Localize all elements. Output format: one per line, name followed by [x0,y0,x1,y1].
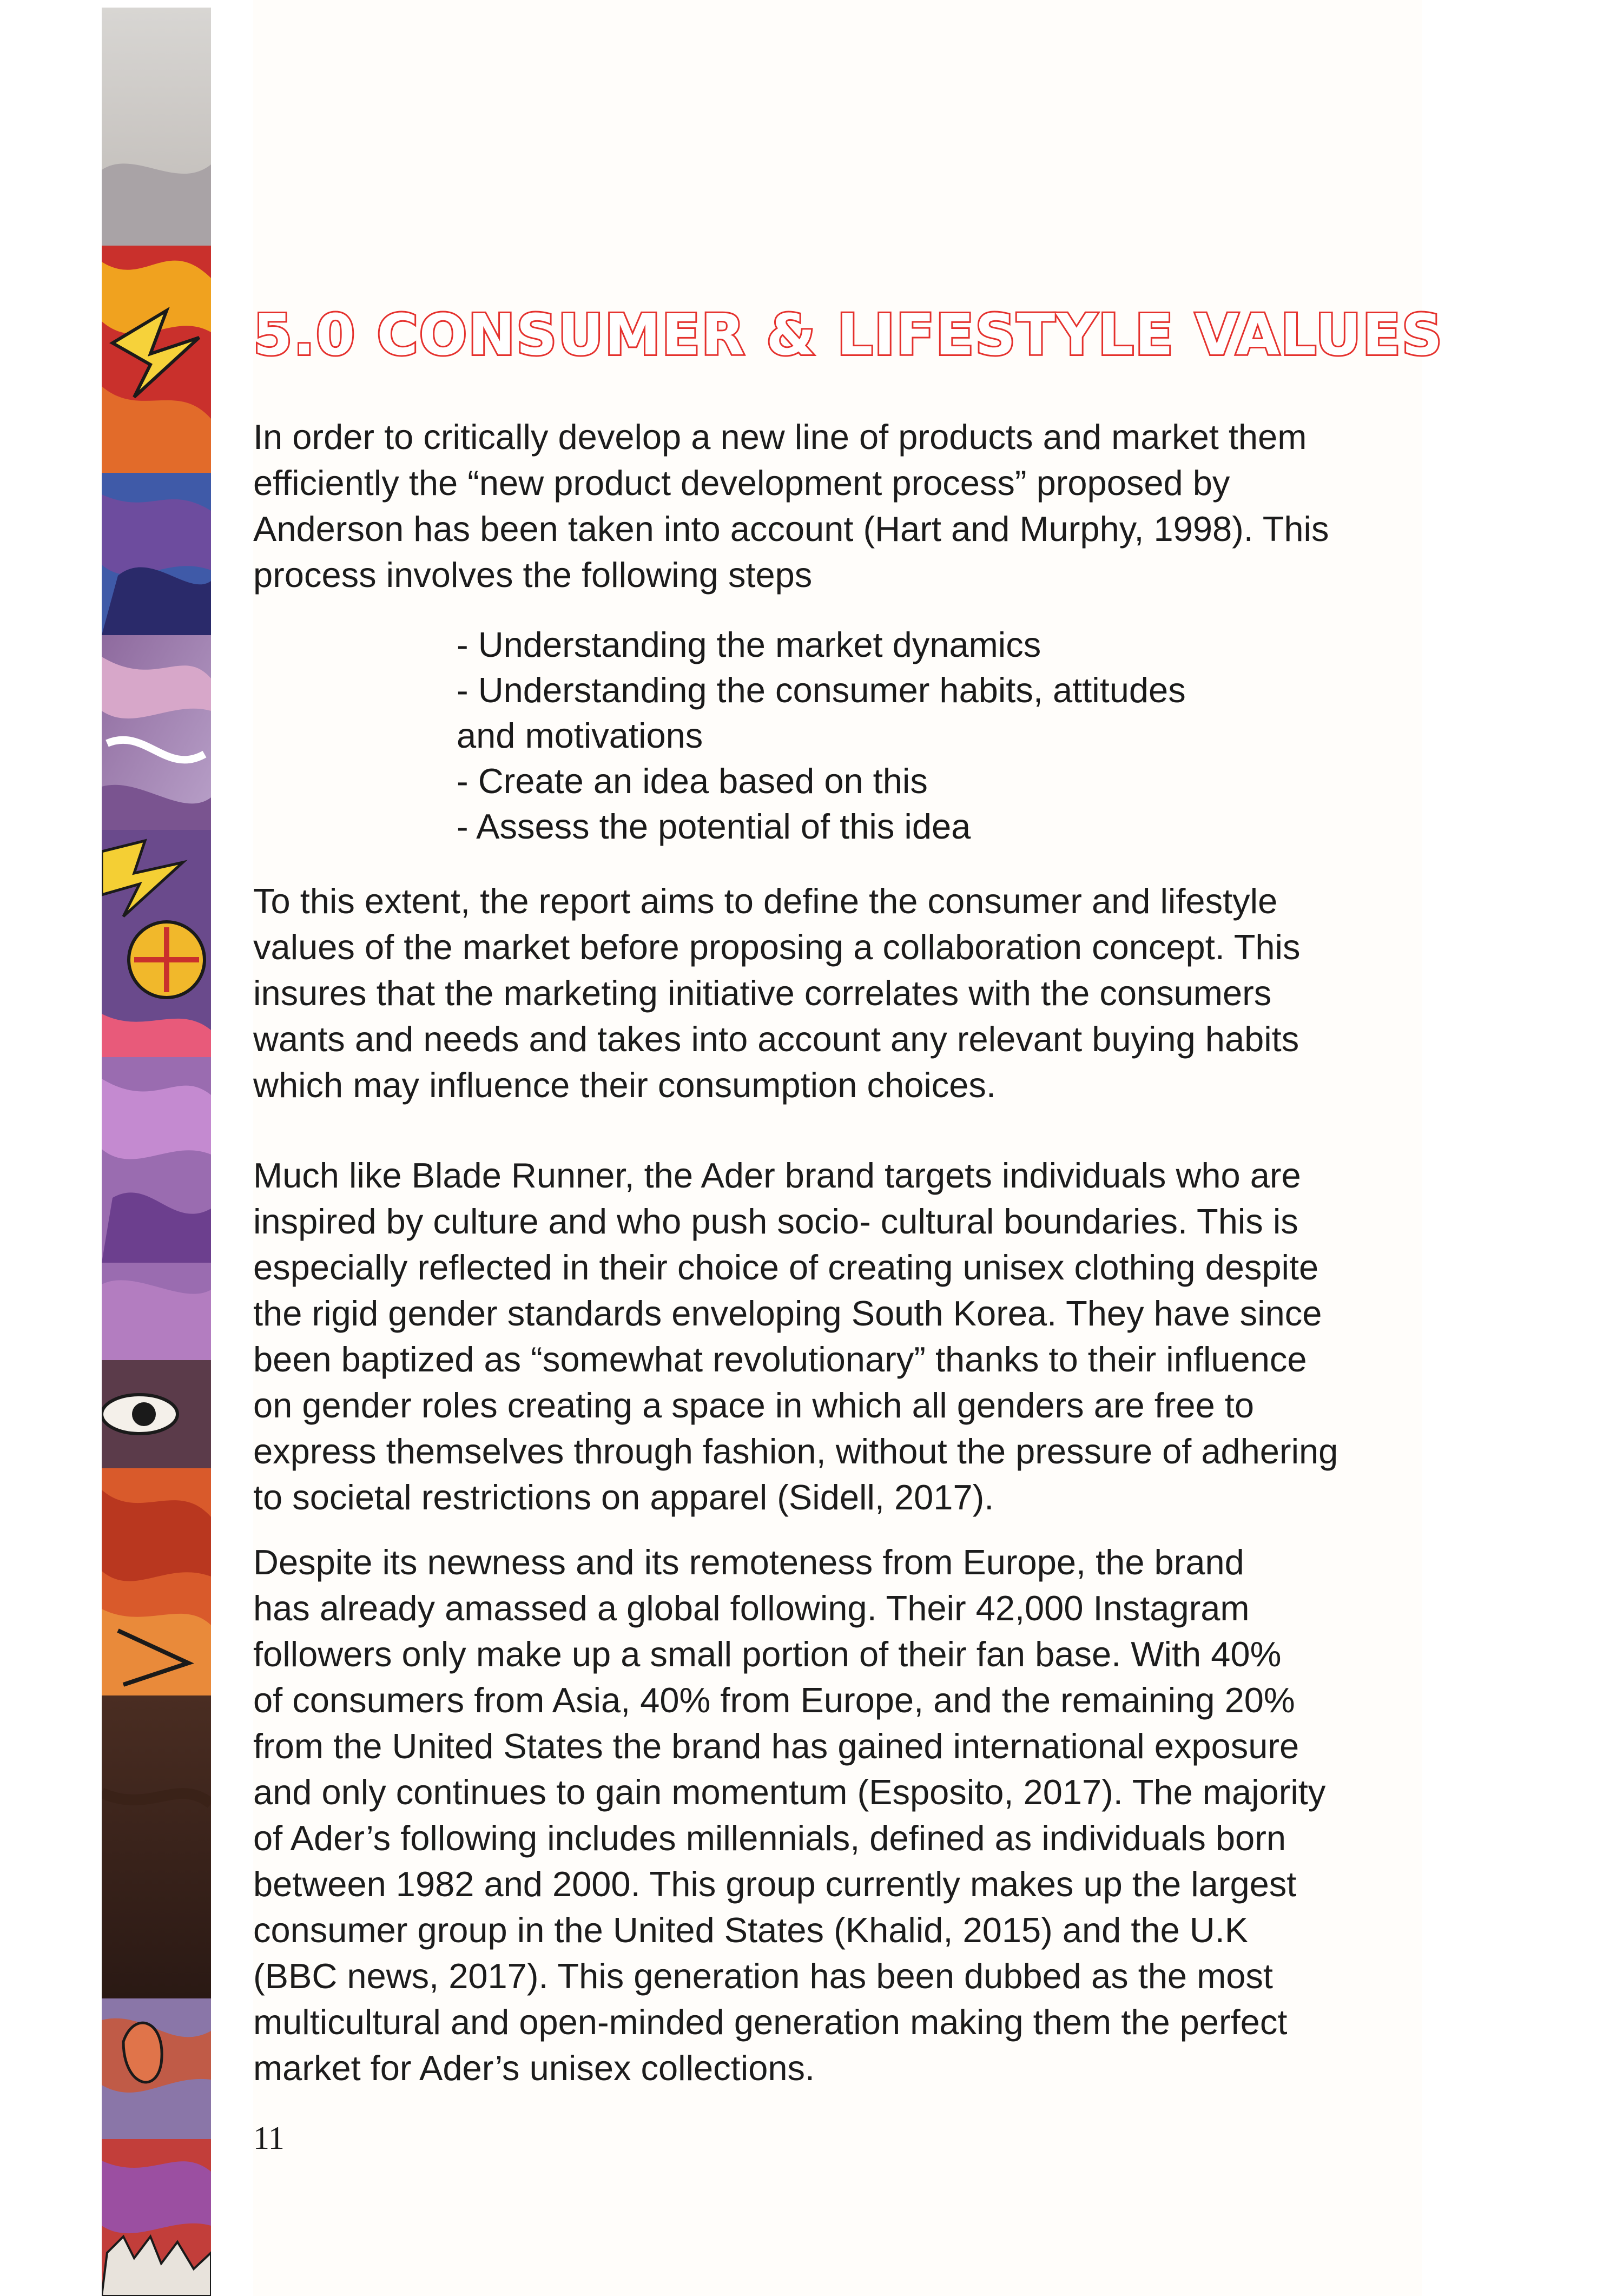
list-item: - Understanding the market dynamics [457,625,1041,664]
text-line: to societal restrictions on apparel (Sidell, 2017). [253,1477,994,1517]
text-line: wants and needs and takes into account any relevant buying habits [253,1019,1299,1059]
text-line: followers only make up a small portion of their fan base. With 40% [253,1634,1282,1674]
text-line: consumer group in the United States (Khalid, 2015) and the U.K [253,1910,1249,1950]
text-line: process involves the following steps [253,555,813,595]
text-line: inspired by culture and who push socio- cultural boundaries. This is [253,1202,1298,1241]
text-line: especially reflected in their choice of creating unisex clothing despite [253,1248,1319,1287]
text-line: which may influence their consumption choices. [253,1065,996,1105]
text-line: and only continues to gain momentum (Esposito, 2017). The majority [253,1772,1326,1812]
text-line: the rigid gender standards enveloping South Korea. They have since [253,1294,1322,1333]
text-line: has already amassed a global following. Their 42,000 Instagram [253,1588,1250,1628]
text-line: of consumers from Asia, 40% from Europe, and the remaining 20% [253,1680,1295,1720]
page-number: 11 [253,2120,285,2156]
text-line: Much like Blade Runner, the Ader brand targets individuals who are [253,1156,1301,1195]
text-line: (BBC news, 2017). This generation has been dubbed as the most [253,1956,1273,1996]
text-line: Anderson has been taken into account (Hart and Murphy, 1998). This [253,509,1329,549]
section-heading: 5.0 CONSUMER & LIFESTYLE VALUES [253,302,1443,368]
text-line: from the United States the brand has gained international exposure [253,1726,1299,1766]
page-content [253,0,1443,2296]
list-item: - Assess the potential of this idea [457,807,971,846]
text-line: insures that the marketing initiative correlates with the consumers [253,973,1272,1013]
text-line: market for Ader’s unisex collections. [253,2048,815,2088]
text-line: express themselves through fashion, without the pressure of adhering [253,1431,1338,1471]
text-line: In order to critically develop a new line of products and market them [253,417,1307,457]
list-item: - Create an idea based on this [457,761,928,801]
decorative-art-strip [102,8,211,2296]
text-line: values of the market before proposing a collaboration concept. This [253,927,1301,967]
scope-paragraph [253,878,1301,1108]
list-item: - Understanding the consumer habits, attitudes [457,670,1186,710]
text-line: multicultural and open-minded generation making them the perfect [253,2002,1288,2042]
text-line: of Ader’s following includes millennials, defined as individuals born [253,1818,1286,1858]
text-line: efficiently the “new product development process” proposed by [253,463,1230,503]
process-steps-list [457,622,1186,849]
text-line: been baptized as “somewhat revolutionary” thanks to their influence [253,1340,1307,1379]
following-paragraph [253,1539,1325,2091]
brand-paragraph [253,1152,1338,1520]
text-line: on gender roles creating a space in which all genders are free to [253,1385,1254,1425]
text-line: Despite its newness and its remoteness from Europe, the brand [253,1542,1244,1582]
text-line: To this extent, the report aims to define the consumer and lifestyle [253,881,1278,921]
text-line: between 1982 and 2000. This group currently makes up the largest [253,1864,1297,1904]
list-item: and motivations [457,716,703,755]
intro-paragraph [253,414,1329,598]
